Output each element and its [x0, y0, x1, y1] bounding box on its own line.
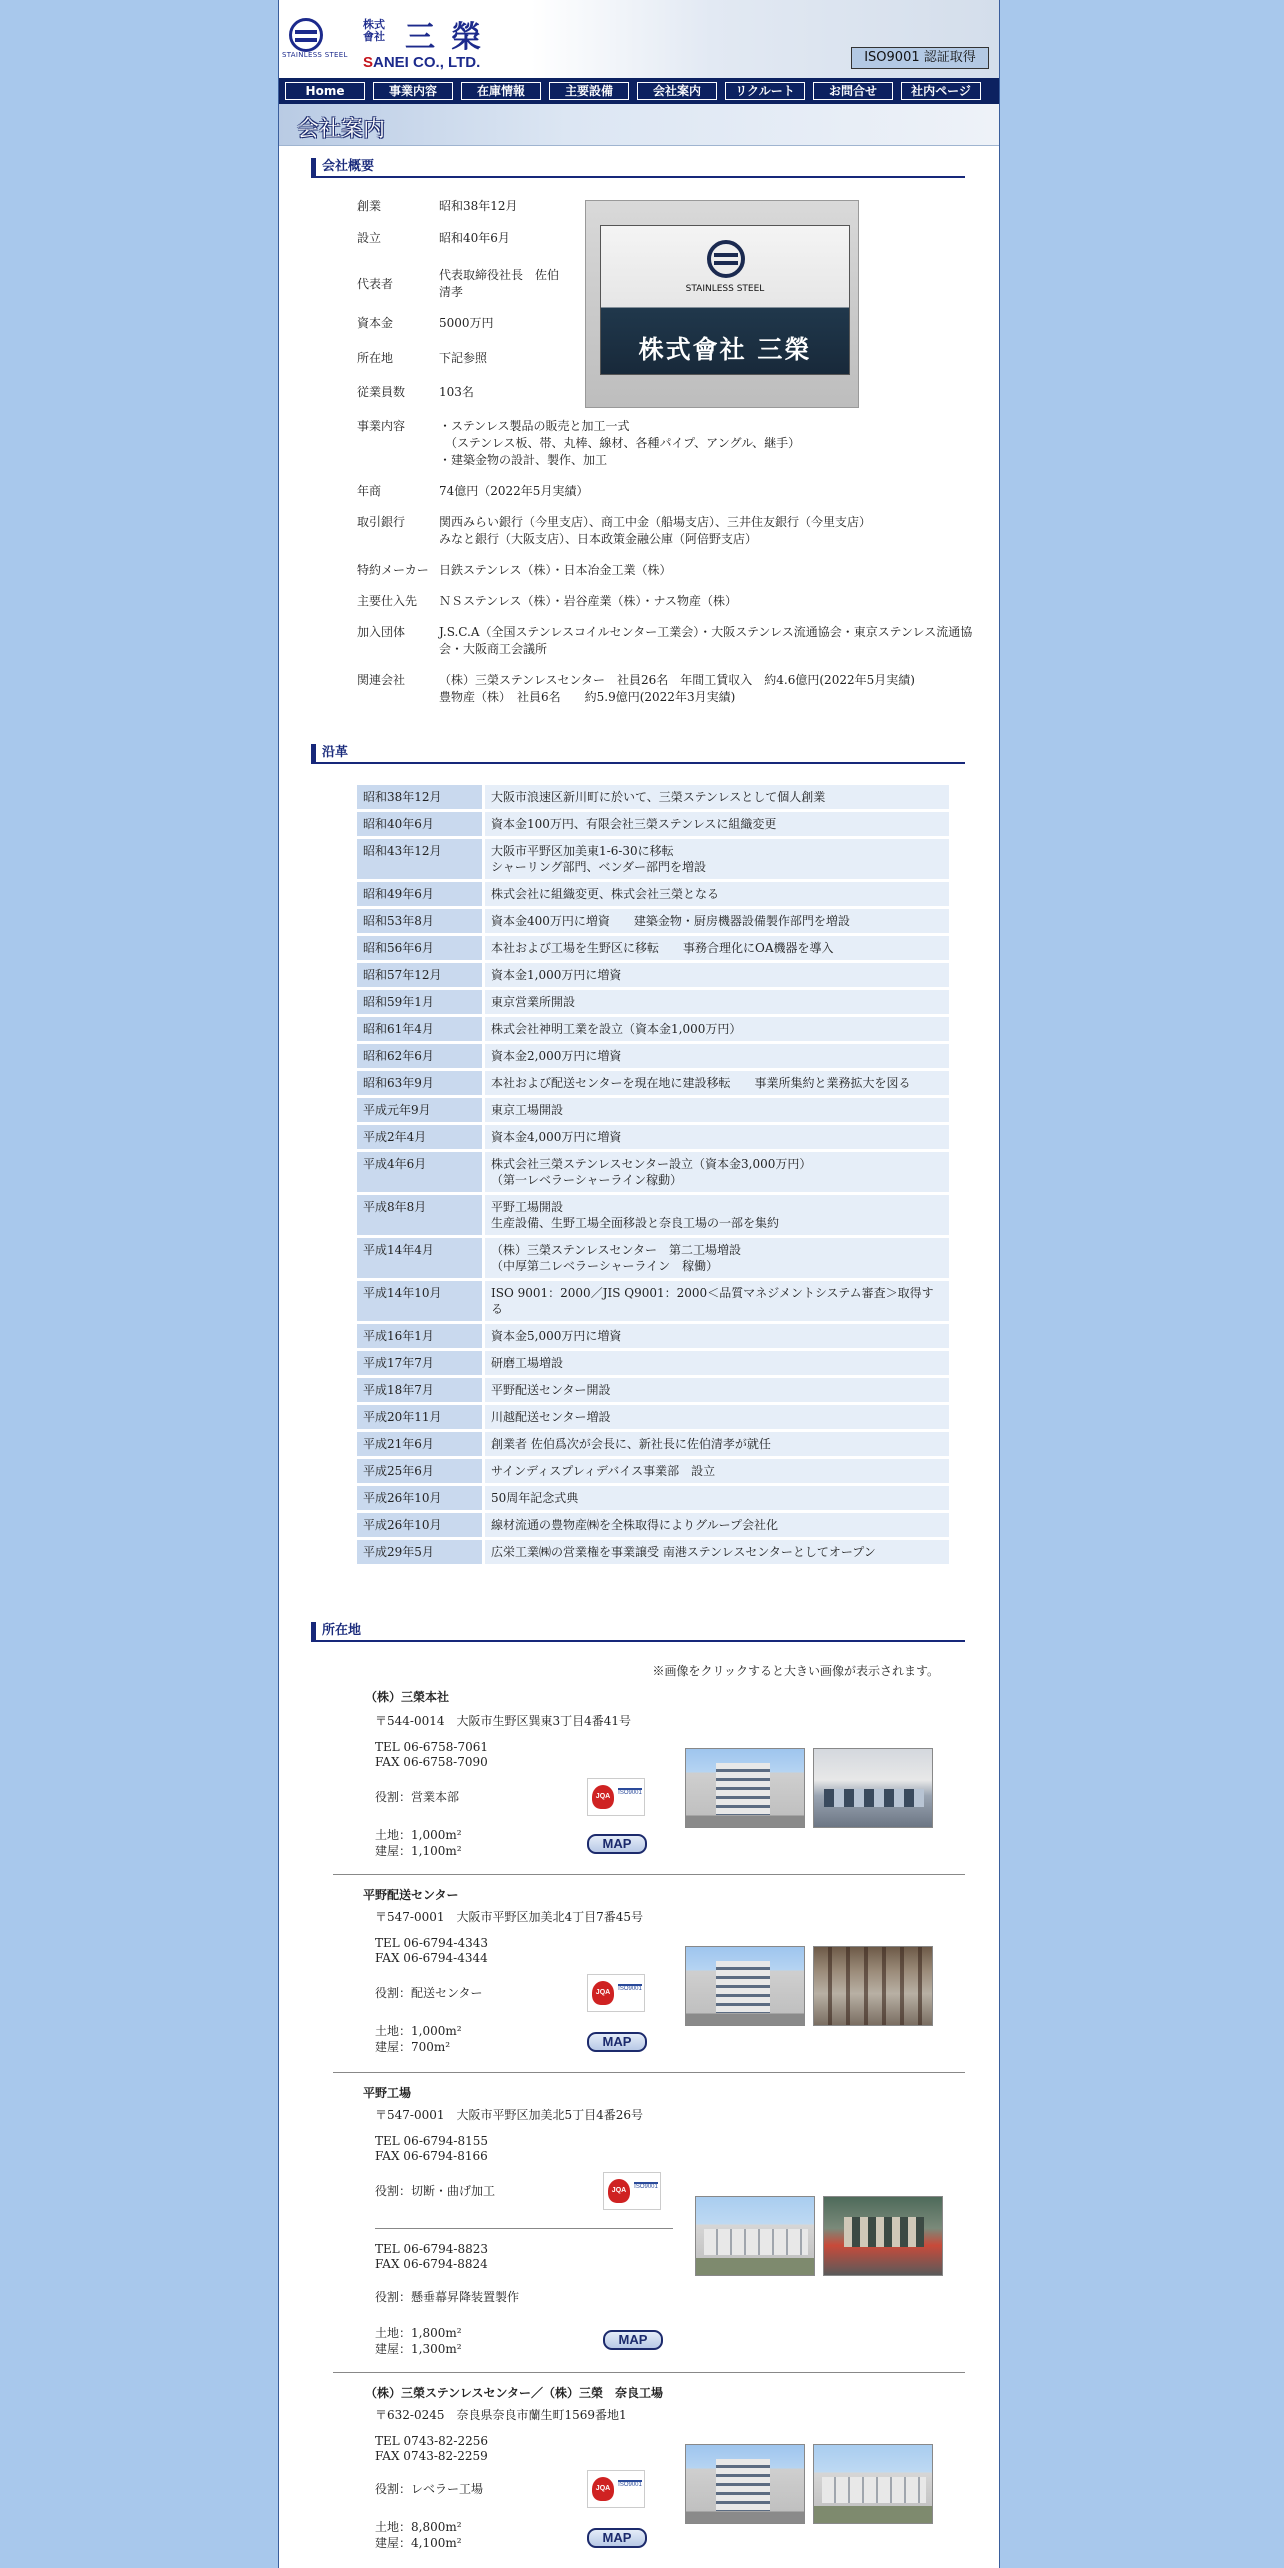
page: [278, 0, 1000, 2568]
overview-details: [357, 418, 977, 720]
history-row: [357, 839, 949, 879]
history-date: 平成25年6月: [357, 1459, 485, 1483]
locations-note: ※画像をクリックすると大きい画像が表示されます。: [652, 1664, 939, 1678]
nav-recruit[interactable]: リクルート: [725, 82, 805, 100]
location-address: 〒632-0245 奈良県奈良市蘭生町1569番地1: [375, 2408, 627, 2422]
history-date: 昭和57年12月: [357, 963, 485, 987]
history-event: 資本金400万円に増資 建築金物・厨房機器設備製作部門を増設: [485, 909, 949, 933]
page-title: 会社案内: [297, 117, 386, 142]
location-role: 役割：レベラー工場: [375, 2482, 484, 2496]
nav-business[interactable]: 事業内容: [373, 82, 453, 100]
history-row: [357, 1152, 949, 1192]
location-honsha: [333, 1686, 963, 1876]
location-address: 〒547-0001 大阪市平野区加美北4丁目7番45号: [375, 1910, 644, 1924]
history-date: 平成16年1月: [357, 1324, 485, 1348]
company-emblem-icon[interactable]: [289, 18, 323, 52]
history-event: 大阪市浪速区新川町に於いて、三榮ステンレスとして個人創業: [485, 785, 949, 809]
history-event: 株式会社三榮ステンレスセンター設立（資本金3,000万円） （第一レベラーシャーライン稼動）: [485, 1152, 949, 1192]
history-event: 資本金1,000万円に増資: [485, 963, 949, 987]
location-land: 土地：1,000m²: [375, 2024, 462, 2038]
history-date: 平成18年7月: [357, 1378, 485, 1402]
history-row: [357, 1513, 949, 1537]
company-sign-photo[interactable]: STAINLESS STEEL 株式會社 三榮: [585, 200, 859, 408]
history-row: [357, 1017, 949, 1041]
overview-row: 創業 昭和38年12月: [357, 199, 518, 213]
history-row: [357, 882, 949, 906]
history-row: [357, 1351, 949, 1375]
iso-cert-icon: JQA ISO9001: [587, 1778, 645, 1816]
overview-row: 主要仕入先 ＮＳステンレス（株）・岩谷産業（株）・ナス物産（株）: [357, 594, 738, 608]
location-name: （株）三榮本社: [365, 1690, 450, 1704]
overview-row: 特約メーカー 日鉄ステンレス（株）・日本冶金工業（株）: [357, 563, 672, 577]
history-date: 昭和62年6月: [357, 1044, 485, 1068]
location-building: 建屋：700m²: [375, 2040, 451, 2054]
overview-row: 年商 74億円（2022年5月実績）: [357, 484, 589, 498]
history-date: 平成21年6月: [357, 1432, 485, 1456]
location-building: 建屋：4,100m²: [375, 2536, 462, 2550]
history-date: 平成2年4月: [357, 1125, 485, 1149]
iso-cert-icon: JQA ISO9001: [587, 1974, 645, 2012]
iso-badge: ISO9001 認証取得: [851, 47, 989, 69]
location-tel: TEL 0743-82-2256 FAX 0743-82-2259: [375, 2434, 489, 2463]
location-name: 平野配送センター: [363, 1888, 459, 1902]
history-date: 平成8年8月: [357, 1195, 485, 1235]
iso-cert-icon: JQA ISO9001: [603, 2172, 661, 2210]
history-date: 平成17年7月: [357, 1351, 485, 1375]
history-event: 資本金4,000万円に増資: [485, 1125, 949, 1149]
history-event: 創業者 佐伯爲次が会長に、新社長に佐伯清孝が就任: [485, 1432, 949, 1456]
location-role: 役割：配送センター: [375, 1986, 483, 2000]
overview-row: 所在地 下記参照: [357, 351, 488, 365]
history-event: 資本金5,000万円に増資: [485, 1324, 949, 1348]
history-event: ISO 9001：2000／JIS Q9001：2000＜品質マネジメントシステム審査＞取得する: [485, 1281, 949, 1321]
nav-internal[interactable]: 社内ページ: [901, 82, 981, 100]
overview-row: 加入団体 J.S.C.A（全国ステンレスコイルセンター工業会）・大阪ステンレス流通協会・東京ステンレス流通協会・大阪商工会議所: [357, 625, 973, 656]
overview-row: 取引銀行 関西みらい銀行（今里支店）、商工中金（船場支店）、三井住友銀行（今里支店） みなと銀行（大阪支店）、日本政策金融公庫（阿倍野支店）: [357, 515, 872, 546]
history-row: [357, 1195, 949, 1235]
nav-stock[interactable]: 在庫情報: [461, 82, 541, 100]
history-date: 昭和49年6月: [357, 882, 485, 906]
history-event: 株式会社神明工業を設立（資本金1,000万円）: [485, 1017, 949, 1041]
location-tel: TEL 06-6794-8823 FAX 06-6794-8824: [375, 2242, 489, 2271]
sign-emblem-icon: [707, 240, 745, 278]
divider: [333, 2072, 965, 2073]
history-row: [357, 1281, 949, 1321]
history-event: 川越配送センター増設: [485, 1405, 949, 1429]
divider: [375, 2228, 673, 2229]
history-date: 昭和56年6月: [357, 936, 485, 960]
hirano-machinery-photo[interactable]: [823, 2196, 943, 2276]
history-event: 大阪市平野区加美東1-6-30に移転 シャーリング部門、ベンダー部門を増設: [485, 839, 949, 879]
history-date: 平成4年6月: [357, 1152, 485, 1192]
history-event: 本社および配送センターを現在地に建設移転 事業所集約と業務拡大を図る: [485, 1071, 949, 1095]
history-date: 昭和61年4月: [357, 1017, 485, 1041]
history-row: [357, 1098, 949, 1122]
nara-building-photo[interactable]: [685, 2444, 805, 2524]
history-date: 昭和53年8月: [357, 909, 485, 933]
history-event: サインディスプレィデバイス事業部 設立: [485, 1459, 949, 1483]
history-row: [357, 1044, 949, 1068]
location-building: 建屋：1,100m²: [375, 1844, 462, 1858]
logo-subtitle: STAINLESS STEEL: [282, 51, 348, 59]
nav-home[interactable]: Home: [285, 82, 365, 100]
history-row: [357, 1125, 949, 1149]
history-date: 昭和43年12月: [357, 839, 485, 879]
location-role: 役割：懸垂幕昇降装置製作: [375, 2290, 520, 2304]
history-table: [357, 782, 949, 1567]
location-land: 土地：1,000m²: [375, 1828, 462, 1842]
history-event: 東京営業所開設: [485, 990, 949, 1014]
history-row: [357, 963, 949, 987]
overview-row: 資本金 5000万円: [357, 316, 494, 330]
section-title-overview: 会社概要: [311, 158, 965, 178]
history-event: 50周年記念式典: [485, 1486, 949, 1510]
nav-contact[interactable]: お問合せ: [813, 82, 893, 100]
header: [279, 0, 999, 78]
history-row: [357, 990, 949, 1014]
history-date: 昭和40年6月: [357, 812, 485, 836]
history-date: 平成元年9月: [357, 1098, 485, 1122]
history-row: [357, 1324, 949, 1348]
history-row: [357, 909, 949, 933]
logo-kaisha: 株式 會社: [363, 18, 385, 43]
page-title-banner: [279, 104, 999, 146]
location-hirano-center: [333, 1884, 963, 2074]
history-date: 平成26年10月: [357, 1486, 485, 1510]
history-row: [357, 785, 949, 809]
nara-factory-photo[interactable]: [813, 2444, 933, 2524]
hirano-factory-photo[interactable]: [695, 2196, 815, 2276]
hirano-center-photo[interactable]: [685, 1946, 805, 2026]
honsha-building-photo[interactable]: [685, 1748, 805, 1828]
location-hirano-factory: [333, 2082, 963, 2362]
location-address: 〒544-0014 大阪市生野区巽東3丁目4番41号: [375, 1714, 632, 1728]
nav-company[interactable]: 会社案内: [637, 82, 717, 100]
section-title-locations: 所在地: [311, 1622, 965, 1642]
location-name: 平野工場: [363, 2086, 412, 2100]
history-event: 東京工場開設: [485, 1098, 949, 1122]
iso-cert-icon: JQA ISO9001: [587, 2470, 645, 2508]
map-button[interactable]: MAP: [587, 2032, 647, 2052]
overview-row: 代表者 代表取締役社長 佐伯 清孝: [357, 268, 572, 299]
logo-company-name[interactable]: 三榮: [405, 20, 497, 55]
history-event: 広栄工業㈱の営業権を事業譲受 南港ステンレスセンターとしてオープン: [485, 1540, 949, 1564]
location-land: 土地：1,800m²: [375, 2326, 462, 2340]
location-role: 役割：切断・曲げ加工: [375, 2184, 496, 2198]
history-event: 平野工場開設 生産設備、生野工場全面移設と奈良工場の一部を集約: [485, 1195, 949, 1235]
history-event: （株）三榮ステンレスセンター 第二工場増設 （中厚第二レベラーシャーライン 稼働）: [485, 1238, 949, 1278]
history-row: [357, 936, 949, 960]
nav-equipment[interactable]: 主要設備: [549, 82, 629, 100]
overview-row: 従業員数 103名: [357, 385, 474, 399]
history-date: 平成14年10月: [357, 1281, 485, 1321]
history-date: 平成26年10月: [357, 1513, 485, 1537]
history-row: [357, 1378, 949, 1402]
history-date: 昭和63年9月: [357, 1071, 485, 1095]
history-row: [357, 1540, 949, 1564]
location-nara: [333, 2382, 963, 2568]
history-event: 資本金2,000万円に増資: [485, 1044, 949, 1068]
history-event: 線材流通の豊物産㈱を全株取得によりグループ会社化: [485, 1513, 949, 1537]
honsha-office-photo[interactable]: [813, 1748, 933, 1828]
history-event: 資本金100万円、有限会社三榮ステンレスに組織変更: [485, 812, 949, 836]
history-date: 昭和38年12月: [357, 785, 485, 809]
history-event: 研磨工場増設: [485, 1351, 949, 1375]
history-date: 平成14年4月: [357, 1238, 485, 1278]
overview-row: 事業内容 ・ステンレス製品の販売と加工一式 （ステンレス板、帯、丸棒、線材、各種パイプ、アングル、継手） ・建築金物の設計、製作、加工: [357, 419, 801, 467]
history-row: [357, 1238, 949, 1278]
location-role: 役割：営業本部: [375, 1790, 460, 1804]
history-date: 平成20年11月: [357, 1405, 485, 1429]
overview-row: 設立 昭和40年6月: [357, 231, 510, 245]
location-building: 建屋：1,300m²: [375, 2342, 462, 2356]
location-address: 〒547-0001 大阪市平野区加美北5丁目4番26号: [375, 2108, 644, 2122]
map-button[interactable]: MAP: [587, 1834, 647, 1854]
history-event: 平野配送センター開設: [485, 1378, 949, 1402]
overview-row: 関連会社 （株）三榮ステンレスセンター 社員26名 年間工賃収入 約4.6億円(2022年5月実績) 豊物産（株） 社員6名 約5.9億円(2022年3月実績): [357, 673, 915, 704]
history-date: 昭和59年1月: [357, 990, 485, 1014]
location-tel: TEL 06-6794-8155 FAX 06-6794-8166: [375, 2134, 489, 2163]
map-button[interactable]: MAP: [587, 2528, 647, 2548]
history-row: [357, 1486, 949, 1510]
map-button[interactable]: MAP: [603, 2330, 663, 2350]
location-tel: TEL 06-6794-4343 FAX 06-6794-4344: [375, 1936, 489, 1965]
location-tel: TEL 06-6758-7061 FAX 06-6758-7090: [375, 1740, 489, 1769]
logo-english: SANEI CO., LTD.: [363, 54, 481, 71]
history-row: [357, 1405, 949, 1429]
history-event: 本社および工場を生野区に移転 事務合理化にOA機器を導入: [485, 936, 949, 960]
section-title-history: 沿革: [311, 744, 965, 764]
history-date: 平成29年5月: [357, 1540, 485, 1564]
history-row: [357, 812, 949, 836]
divider: [333, 2372, 965, 2373]
history-row: [357, 1432, 949, 1456]
history-row: [357, 1071, 949, 1095]
location-land: 土地：8,800m²: [375, 2520, 462, 2534]
history-event: 株式会社に組織変更、株式会社三榮となる: [485, 882, 949, 906]
divider: [333, 1874, 965, 1875]
main-nav: [279, 78, 999, 104]
hirano-warehouse-photo[interactable]: [813, 1946, 933, 2026]
location-name: （株）三榮ステンレスセンター／（株）三榮 奈良工場: [365, 2386, 664, 2400]
history-row: [357, 1459, 949, 1483]
